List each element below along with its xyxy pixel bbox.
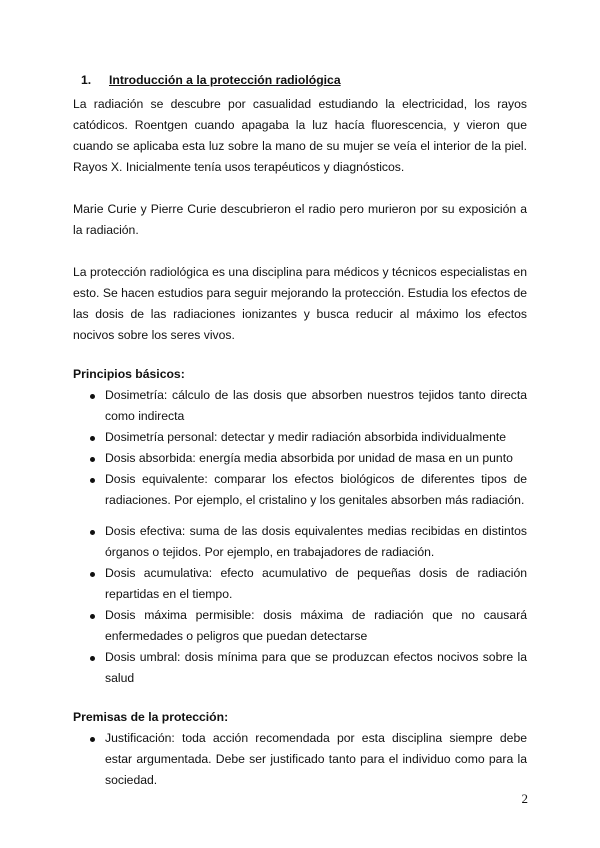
bullet-icon (90, 457, 95, 462)
list-item: Dosis acumulativa: efecto acumulativo de pequeñas dosis de radiación repartidas en el tiempo. (73, 563, 527, 605)
list-item: Dosis equivalente: comparar los efectos biológicos de diferentes tipos de radiaciones. Por ejemplo, el cristalino y los genitales absorben más radiación. (73, 469, 527, 511)
paragraph-proteccion: La protección radiológica es una disciplina para médicos y técnicos especialistas en esto. Se hacen estudios para seguir mejorando la protección. Estudia los efectos de las dosis de las radiaciones ionizantes y busca reducir al máximo los efectos nocivos sobre los seres vivos. (73, 265, 527, 342)
list-item: Dosis efectiva: suma de las dosis equivalentes medias recibidas en distintos órganos o tejidos. Por ejemplo, en trabajadores de radiación. (73, 521, 527, 563)
page-number: 2 (521, 791, 528, 806)
paragraph-intro: La radiación se descubre por casualidad estudiando la electricidad, los rayos catódicos. Roentgen cuando apagaba la luz hacía fluorescencia, y vieron que cuando se aplicaba esta luz sobre la mano de su mujer se veía el interior de la piel. Rayos X. Inicialmente tenía usos terapéuticos y diagnósticos. (73, 97, 527, 174)
list-item: Dosis máxima permisible: dosis máxima de radiación que no causará enfermedades o peligros que puedan detectarse (73, 605, 527, 647)
page-content (73, 72, 527, 791)
principios-title: Principios básicos: (73, 367, 185, 381)
premisas-list (73, 728, 527, 791)
heading-title: Introducción a la protección radiológica (109, 73, 341, 87)
list-item: Dosimetría personal: detectar y medir radiación absorbida individualmente (73, 427, 527, 448)
bullet-icon (90, 737, 95, 742)
list-item: Dosis absorbida: energía media absorbida por unidad de masa en un punto (73, 448, 527, 469)
bullet-icon (90, 656, 95, 661)
bullet-icon (90, 436, 95, 441)
heading-number: 1. (81, 73, 92, 87)
list-item: Dosis umbral: dosis mínima para que se produzcan efectos nocivos sobre la salud (73, 647, 527, 689)
premisas-title: Premisas de la protección: (73, 710, 229, 724)
bullet-icon (90, 572, 95, 577)
bullet-icon (90, 478, 95, 483)
bullet-icon (90, 530, 95, 535)
bullet-icon (90, 394, 95, 399)
section-heading (81, 72, 527, 88)
bullet-icon (90, 614, 95, 619)
list-item: Justificación: toda acción recomendada por esta disciplina siempre debe estar argumentada. Debe ser justificado tanto para el individuo como para la sociedad. (73, 728, 527, 791)
paragraph-curie: Marie Curie y Pierre Curie descubrieron el radio pero murieron por su exposición a la radiación. (73, 202, 527, 237)
list-item: Dosimetría: cálculo de las dosis que absorben nuestros tejidos tanto directa como indirecta (73, 385, 527, 427)
principios-list (73, 385, 527, 689)
